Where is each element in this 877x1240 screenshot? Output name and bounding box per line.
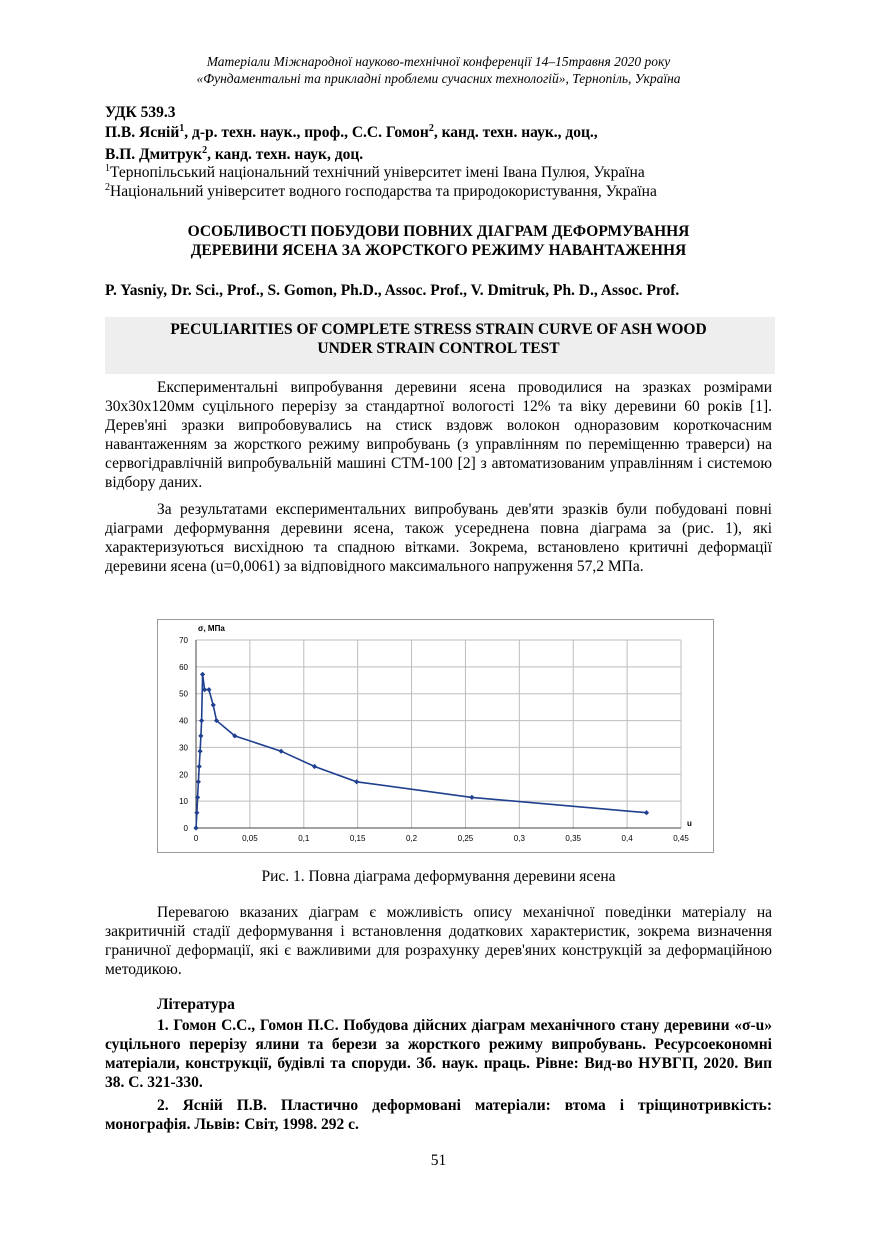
references-heading: Література bbox=[157, 996, 235, 1013]
affiliation-2-sup: 2 bbox=[105, 181, 110, 193]
affiliation-1 bbox=[105, 163, 772, 182]
affiliation-2 bbox=[105, 182, 772, 201]
data-point bbox=[198, 733, 203, 738]
author-3-sup: 2 bbox=[202, 144, 208, 156]
paragraph-3: Перевагою вказаних діаграм є можливість опису механічної поведінки матеріалу на закритичній стадії деформування і встановлення додаткових характеристик, зокрема визначення граничної деформації, які є важливими для розрахунку дерев'яних конструкцій за деформаційною методикою. bbox=[105, 904, 772, 978]
y-tick-label: 70 bbox=[179, 636, 188, 645]
data-point bbox=[206, 687, 211, 692]
x-tick-label: 0,1 bbox=[298, 834, 310, 843]
author-1-name: П.В. Ясній bbox=[105, 124, 180, 141]
y-tick-label: 60 bbox=[179, 662, 188, 672]
data-point bbox=[194, 810, 199, 815]
data-point bbox=[312, 764, 317, 769]
author-2-rest: , канд. техн. наук., доц., bbox=[433, 124, 598, 141]
x-tick-label: 0,3 bbox=[513, 834, 525, 843]
series-line bbox=[196, 674, 647, 828]
x-tick-label: 0,2 bbox=[405, 834, 418, 843]
author-2-sup: 2 bbox=[428, 122, 434, 134]
x-tick-label: 0,4 bbox=[621, 834, 633, 843]
reference-1: 1. Гомон С.С., Гомон П.С. Побудова дійсних діаграм механічного стану деревини «σ-u» суцільного перерізу ялини та берези за жорсткого режиму випробувань. Ресурсоекономні матеріали, конструкції, будівлі та споруди. Зб. наук. праць. Рівне: Вид-во НУВГП, 2020. Вип 38. С. 321-330. bbox=[105, 1017, 772, 1091]
y-tick-label: 50 bbox=[179, 689, 188, 699]
title-ua-line-2: ДЕРЕВИНИ ЯСЕНА ЗА ЖОРСТКОГО РЕЖИМУ НАВАНТАЖЕННЯ bbox=[190, 242, 687, 259]
data-point bbox=[196, 779, 201, 784]
title-ua bbox=[105, 222, 772, 260]
paragraph-1: Експериментальні випробування деревини ясена проводилися на зразках розмірами 30х30х120мм суцільного перерізу за стандартної вологості 12% та віку деревини 60 років [1]. Дерев'яні зразки випробовувались на стиск вздовж волокон одноразовим короткочасним навантаженням за жорсткого режиму випробувань (з управлінням по переміщенню траверси) на сервогідравлічній випробувальній машині СТМ-100 [2] з автоматизованим управлінням і системою відбору даних. bbox=[105, 379, 772, 491]
y-tick-label: 30 bbox=[179, 743, 188, 753]
data-point bbox=[197, 764, 202, 769]
data-point bbox=[354, 779, 359, 784]
paragraph-2: За результатами експериментальних випробувань дев'яти зразків були побудовані повні діаграми деформування деревини ясена, також усереднена повна діаграма за (рис. 1), які характеризуються висхідною та спадною вітками. Зокрема, встановлено критичні деформації деревини ясена (u=0,0061) за відповідного максимального напруження 57,2 МПа. bbox=[105, 501, 772, 575]
reference-2: 2. Ясній П.В. Пластично деформовані матеріали: втома і тріщинотривкість: монографія. Львів: Світ, 1998. 292 с. bbox=[105, 1097, 772, 1133]
header-line-1: Матеріали Міжнародної науково-технічної конференції 14–15травня 2020 року bbox=[206, 54, 671, 69]
title-ua-line-1: ОСОБЛИВОСТІ ПОБУДОВИ ПОВНИХ ДІАГРАМ ДЕФОРМУВАННЯ bbox=[187, 223, 690, 240]
affiliations bbox=[105, 163, 772, 201]
authors-ua bbox=[105, 123, 772, 164]
data-point bbox=[197, 749, 202, 754]
x-tick-label: 0,15 bbox=[349, 834, 366, 843]
authors-en: P. Yasniy, Dr. Sci., Prof., S. Gomon, Ph.D., Assoc. Prof., V. Dmitruk, Ph. D., Assoc. Prof. bbox=[105, 282, 680, 299]
page-number: 51 bbox=[430, 1152, 447, 1169]
author-3-name: В.П. Дмитрук bbox=[105, 146, 203, 163]
data-point bbox=[211, 702, 216, 707]
data-point bbox=[644, 810, 649, 815]
y-tick-label: 10 bbox=[179, 797, 188, 807]
title-en-line-1: PECULIARITIES OF COMPLETE STRESS STRAIN CURVE OF ASH WOOD bbox=[170, 321, 707, 338]
y-axis-label: σ, МПа bbox=[198, 624, 225, 633]
title-en-line-2: UNDER STRAIN CONTROL TEST bbox=[317, 340, 560, 357]
affiliation-2-text: Національний університет водного господарства та природокористування, Україна bbox=[110, 183, 657, 200]
title-en bbox=[105, 317, 772, 358]
header-line-2: «Фундаментальні та прикладні проблеми сучасних технологій», Тернопіль, Україна bbox=[196, 71, 681, 86]
authors-line-2 bbox=[105, 145, 772, 164]
figure-caption: Рис. 1. Повна діаграма деформування деревини ясена bbox=[261, 868, 616, 885]
stress-strain-chart bbox=[157, 619, 714, 853]
x-tick-label: 0,25 bbox=[457, 834, 474, 843]
author-1-rest: , д-р. техн. наук., проф., С.С. Гомон bbox=[184, 124, 429, 141]
affiliation-1-sup: 1 bbox=[105, 162, 110, 174]
x-tick-label: 0,05 bbox=[242, 834, 258, 843]
y-tick-label: 40 bbox=[179, 716, 188, 726]
conference-header bbox=[0, 53, 877, 87]
authors-line-1 bbox=[105, 123, 772, 142]
x-axis-label: u bbox=[687, 819, 692, 828]
title-en-box bbox=[105, 317, 775, 374]
udk-code: УДК 539.3 bbox=[105, 104, 176, 121]
affiliation-1-text: Тернопільський національний технічний університет імені Івана Пулюя, Україна bbox=[110, 164, 645, 181]
x-tick-label: 0,35 bbox=[565, 834, 582, 843]
y-tick-label: 0 bbox=[183, 824, 188, 833]
author-3-rest: , канд. техн. наук, доц. bbox=[207, 146, 364, 163]
chart-svg bbox=[158, 620, 713, 852]
data-point bbox=[199, 718, 204, 723]
data-point bbox=[200, 672, 205, 677]
y-tick-label: 20 bbox=[179, 770, 188, 780]
x-tick-label: 0 bbox=[193, 834, 199, 843]
data-point bbox=[193, 825, 198, 830]
data-point bbox=[469, 795, 474, 800]
x-tick-label: 0,45 bbox=[673, 834, 689, 843]
author-1-sup: 1 bbox=[179, 122, 185, 134]
data-point bbox=[279, 749, 284, 754]
